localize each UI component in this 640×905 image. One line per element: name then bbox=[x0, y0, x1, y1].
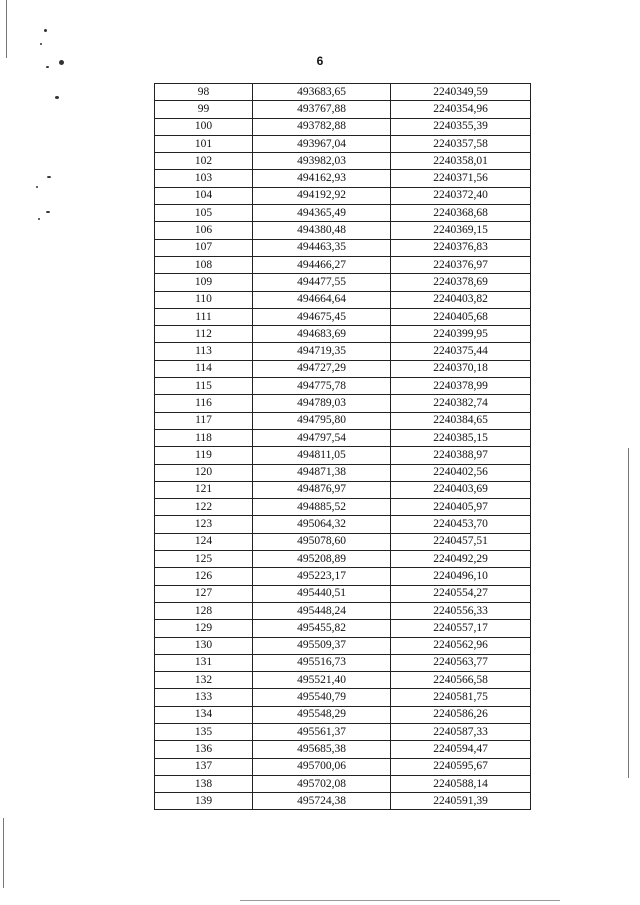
y-coordinate-cell: 2240371,56 bbox=[391, 170, 531, 187]
point-number-cell: 119 bbox=[155, 447, 253, 464]
y-coordinate-cell: 2240369,15 bbox=[391, 222, 531, 239]
x-coordinate-cell: 494727,29 bbox=[253, 360, 391, 377]
y-coordinate-cell: 2240405,97 bbox=[391, 499, 531, 516]
x-coordinate-cell: 494871,38 bbox=[253, 464, 391, 481]
y-coordinate-cell: 2240354,96 bbox=[391, 101, 531, 118]
point-number-cell: 138 bbox=[155, 775, 253, 792]
point-number-cell: 122 bbox=[155, 499, 253, 516]
x-coordinate-cell: 495561,37 bbox=[253, 723, 391, 740]
table-row bbox=[155, 326, 531, 343]
point-number-cell: 123 bbox=[155, 516, 253, 533]
scan-speck bbox=[46, 211, 50, 213]
y-coordinate-cell: 2240405,68 bbox=[391, 308, 531, 325]
point-number-cell: 129 bbox=[155, 620, 253, 637]
point-number-cell: 121 bbox=[155, 481, 253, 498]
table-row bbox=[155, 568, 531, 585]
point-number-cell: 102 bbox=[155, 153, 253, 170]
x-coordinate-cell: 495455,82 bbox=[253, 620, 391, 637]
table-row bbox=[155, 585, 531, 602]
point-number-cell: 115 bbox=[155, 378, 253, 395]
point-number-cell: 110 bbox=[155, 291, 253, 308]
table-row bbox=[155, 758, 531, 775]
y-coordinate-cell: 2240453,70 bbox=[391, 516, 531, 533]
x-coordinate-cell: 495702,08 bbox=[253, 775, 391, 792]
table-row bbox=[155, 602, 531, 619]
table-row bbox=[155, 775, 531, 792]
table-row bbox=[155, 187, 531, 204]
table-row bbox=[155, 343, 531, 360]
scan-speck bbox=[55, 96, 59, 99]
point-number-cell: 120 bbox=[155, 464, 253, 481]
point-number-cell: 112 bbox=[155, 326, 253, 343]
x-coordinate-cell: 494365,49 bbox=[253, 205, 391, 222]
y-coordinate-cell: 2240368,68 bbox=[391, 205, 531, 222]
scan-speck bbox=[38, 218, 40, 220]
y-coordinate-cell: 2240556,33 bbox=[391, 602, 531, 619]
table-row bbox=[155, 429, 531, 446]
point-number-cell: 135 bbox=[155, 723, 253, 740]
table-row bbox=[155, 84, 531, 101]
point-number-cell: 117 bbox=[155, 412, 253, 429]
y-coordinate-cell: 2240355,39 bbox=[391, 118, 531, 135]
y-coordinate-cell: 2240591,39 bbox=[391, 793, 531, 810]
x-coordinate-cell: 495540,79 bbox=[253, 689, 391, 706]
scan-speck bbox=[47, 176, 51, 178]
table-row bbox=[155, 256, 531, 273]
table-row bbox=[155, 135, 531, 152]
x-coordinate-cell: 493967,04 bbox=[253, 135, 391, 152]
y-coordinate-cell: 2240492,29 bbox=[391, 551, 531, 568]
point-number-cell: 98 bbox=[155, 84, 253, 101]
x-coordinate-cell: 495700,06 bbox=[253, 758, 391, 775]
table-row bbox=[155, 689, 531, 706]
table-row bbox=[155, 291, 531, 308]
y-coordinate-cell: 2240595,67 bbox=[391, 758, 531, 775]
y-coordinate-cell: 2240457,51 bbox=[391, 533, 531, 550]
x-coordinate-cell: 495064,32 bbox=[253, 516, 391, 533]
table-row bbox=[155, 153, 531, 170]
x-coordinate-cell: 494463,35 bbox=[253, 239, 391, 256]
point-number-cell: 126 bbox=[155, 568, 253, 585]
x-coordinate-cell: 494795,80 bbox=[253, 412, 391, 429]
x-coordinate-cell: 494675,45 bbox=[253, 308, 391, 325]
point-number-cell: 134 bbox=[155, 706, 253, 723]
point-number-cell: 131 bbox=[155, 654, 253, 671]
point-number-cell: 118 bbox=[155, 429, 253, 446]
x-coordinate-cell: 494380,48 bbox=[253, 222, 391, 239]
table-row bbox=[155, 533, 531, 550]
scan-edge-line bbox=[3, 818, 4, 888]
x-coordinate-cell: 493683,65 bbox=[253, 84, 391, 101]
point-number-cell: 113 bbox=[155, 343, 253, 360]
point-number-cell: 128 bbox=[155, 602, 253, 619]
y-coordinate-cell: 2240376,97 bbox=[391, 256, 531, 273]
x-coordinate-cell: 494664,64 bbox=[253, 291, 391, 308]
scan-edge-line bbox=[6, 0, 7, 58]
x-coordinate-cell: 493982,03 bbox=[253, 153, 391, 170]
x-coordinate-cell: 494477,55 bbox=[253, 274, 391, 291]
x-coordinate-cell: 495516,73 bbox=[253, 654, 391, 671]
y-coordinate-cell: 2240370,18 bbox=[391, 360, 531, 377]
x-coordinate-cell: 495223,17 bbox=[253, 568, 391, 585]
point-number-cell: 130 bbox=[155, 637, 253, 654]
x-coordinate-cell: 493767,88 bbox=[253, 101, 391, 118]
point-number-cell: 116 bbox=[155, 395, 253, 412]
y-coordinate-cell: 2240385,15 bbox=[391, 429, 531, 446]
table-row bbox=[155, 741, 531, 758]
table-row bbox=[155, 637, 531, 654]
x-coordinate-cell: 494192,92 bbox=[253, 187, 391, 204]
table-row bbox=[155, 378, 531, 395]
y-coordinate-cell: 2240399,95 bbox=[391, 326, 531, 343]
y-coordinate-cell: 2240403,82 bbox=[391, 291, 531, 308]
table-row bbox=[155, 723, 531, 740]
y-coordinate-cell: 2240587,33 bbox=[391, 723, 531, 740]
table-row bbox=[155, 706, 531, 723]
y-coordinate-cell: 2240357,58 bbox=[391, 135, 531, 152]
point-number-cell: 108 bbox=[155, 256, 253, 273]
y-coordinate-cell: 2240563,77 bbox=[391, 654, 531, 671]
table-row bbox=[155, 170, 531, 187]
x-coordinate-cell: 495448,24 bbox=[253, 602, 391, 619]
x-coordinate-cell: 495685,38 bbox=[253, 741, 391, 758]
point-number-cell: 107 bbox=[155, 239, 253, 256]
x-coordinate-cell: 494876,97 bbox=[253, 481, 391, 498]
point-number-cell: 99 bbox=[155, 101, 253, 118]
y-coordinate-cell: 2240402,56 bbox=[391, 464, 531, 481]
x-coordinate-cell: 495440,51 bbox=[253, 585, 391, 602]
coordinates-table bbox=[154, 83, 531, 810]
x-coordinate-cell: 495548,29 bbox=[253, 706, 391, 723]
table-row bbox=[155, 793, 531, 810]
point-number-cell: 103 bbox=[155, 170, 253, 187]
point-number-cell: 111 bbox=[155, 308, 253, 325]
point-number-cell: 104 bbox=[155, 187, 253, 204]
point-number-cell: 106 bbox=[155, 222, 253, 239]
y-coordinate-cell: 2240554,27 bbox=[391, 585, 531, 602]
x-coordinate-cell: 494789,03 bbox=[253, 395, 391, 412]
y-coordinate-cell: 2240382,74 bbox=[391, 395, 531, 412]
x-coordinate-cell: 495724,38 bbox=[253, 793, 391, 810]
point-number-cell: 114 bbox=[155, 360, 253, 377]
y-coordinate-cell: 2240403,69 bbox=[391, 481, 531, 498]
x-coordinate-cell: 494162,93 bbox=[253, 170, 391, 187]
table-row bbox=[155, 412, 531, 429]
scan-speck bbox=[36, 186, 38, 188]
point-number-cell: 105 bbox=[155, 205, 253, 222]
point-number-cell: 101 bbox=[155, 135, 253, 152]
table-row bbox=[155, 551, 531, 568]
coordinates-table-body bbox=[155, 84, 531, 810]
point-number-cell: 100 bbox=[155, 118, 253, 135]
table-row bbox=[155, 516, 531, 533]
table-row bbox=[155, 205, 531, 222]
y-coordinate-cell: 2240378,69 bbox=[391, 274, 531, 291]
table-row bbox=[155, 222, 531, 239]
x-coordinate-cell: 494466,27 bbox=[253, 256, 391, 273]
y-coordinate-cell: 2240588,14 bbox=[391, 775, 531, 792]
point-number-cell: 127 bbox=[155, 585, 253, 602]
y-coordinate-cell: 2240376,83 bbox=[391, 239, 531, 256]
y-coordinate-cell: 2240372,40 bbox=[391, 187, 531, 204]
y-coordinate-cell: 2240557,17 bbox=[391, 620, 531, 637]
point-number-cell: 137 bbox=[155, 758, 253, 775]
y-coordinate-cell: 2240581,75 bbox=[391, 689, 531, 706]
point-number-cell: 132 bbox=[155, 672, 253, 689]
y-coordinate-cell: 2240566,58 bbox=[391, 672, 531, 689]
point-number-cell: 136 bbox=[155, 741, 253, 758]
y-coordinate-cell: 2240388,97 bbox=[391, 447, 531, 464]
scan-speck bbox=[44, 29, 47, 32]
point-number-cell: 139 bbox=[155, 793, 253, 810]
scan-edge-line bbox=[240, 900, 560, 901]
point-number-cell: 133 bbox=[155, 689, 253, 706]
table-row bbox=[155, 672, 531, 689]
table-row bbox=[155, 360, 531, 377]
x-coordinate-cell: 494775,78 bbox=[253, 378, 391, 395]
y-coordinate-cell: 2240562,96 bbox=[391, 637, 531, 654]
y-coordinate-cell: 2240586,26 bbox=[391, 706, 531, 723]
y-coordinate-cell: 2240358,01 bbox=[391, 153, 531, 170]
point-number-cell: 125 bbox=[155, 551, 253, 568]
table-row bbox=[155, 101, 531, 118]
point-number-cell: 109 bbox=[155, 274, 253, 291]
x-coordinate-cell: 494885,52 bbox=[253, 499, 391, 516]
page-number: 6 bbox=[316, 54, 324, 68]
table-row bbox=[155, 447, 531, 464]
table-row bbox=[155, 481, 531, 498]
table-row bbox=[155, 118, 531, 135]
y-coordinate-cell: 2240375,44 bbox=[391, 343, 531, 360]
x-coordinate-cell: 495509,37 bbox=[253, 637, 391, 654]
x-coordinate-cell: 494797,54 bbox=[253, 429, 391, 446]
y-coordinate-cell: 2240496,10 bbox=[391, 568, 531, 585]
scan-edge-line bbox=[628, 448, 629, 778]
table-row bbox=[155, 499, 531, 516]
table-row bbox=[155, 239, 531, 256]
y-coordinate-cell: 2240384,65 bbox=[391, 412, 531, 429]
table-row bbox=[155, 395, 531, 412]
x-coordinate-cell: 495208,89 bbox=[253, 551, 391, 568]
table-row bbox=[155, 464, 531, 481]
x-coordinate-cell: 494811,05 bbox=[253, 447, 391, 464]
y-coordinate-cell: 2240349,59 bbox=[391, 84, 531, 101]
table-row bbox=[155, 620, 531, 637]
table-row bbox=[155, 274, 531, 291]
y-coordinate-cell: 2240594,47 bbox=[391, 741, 531, 758]
table-row bbox=[155, 654, 531, 671]
point-number-cell: 124 bbox=[155, 533, 253, 550]
x-coordinate-cell: 493782,88 bbox=[253, 118, 391, 135]
scan-speck bbox=[40, 43, 42, 45]
x-coordinate-cell: 494719,35 bbox=[253, 343, 391, 360]
x-coordinate-cell: 494683,69 bbox=[253, 326, 391, 343]
y-coordinate-cell: 2240378,99 bbox=[391, 378, 531, 395]
x-coordinate-cell: 495078,60 bbox=[253, 533, 391, 550]
x-coordinate-cell: 495521,40 bbox=[253, 672, 391, 689]
table-row bbox=[155, 308, 531, 325]
